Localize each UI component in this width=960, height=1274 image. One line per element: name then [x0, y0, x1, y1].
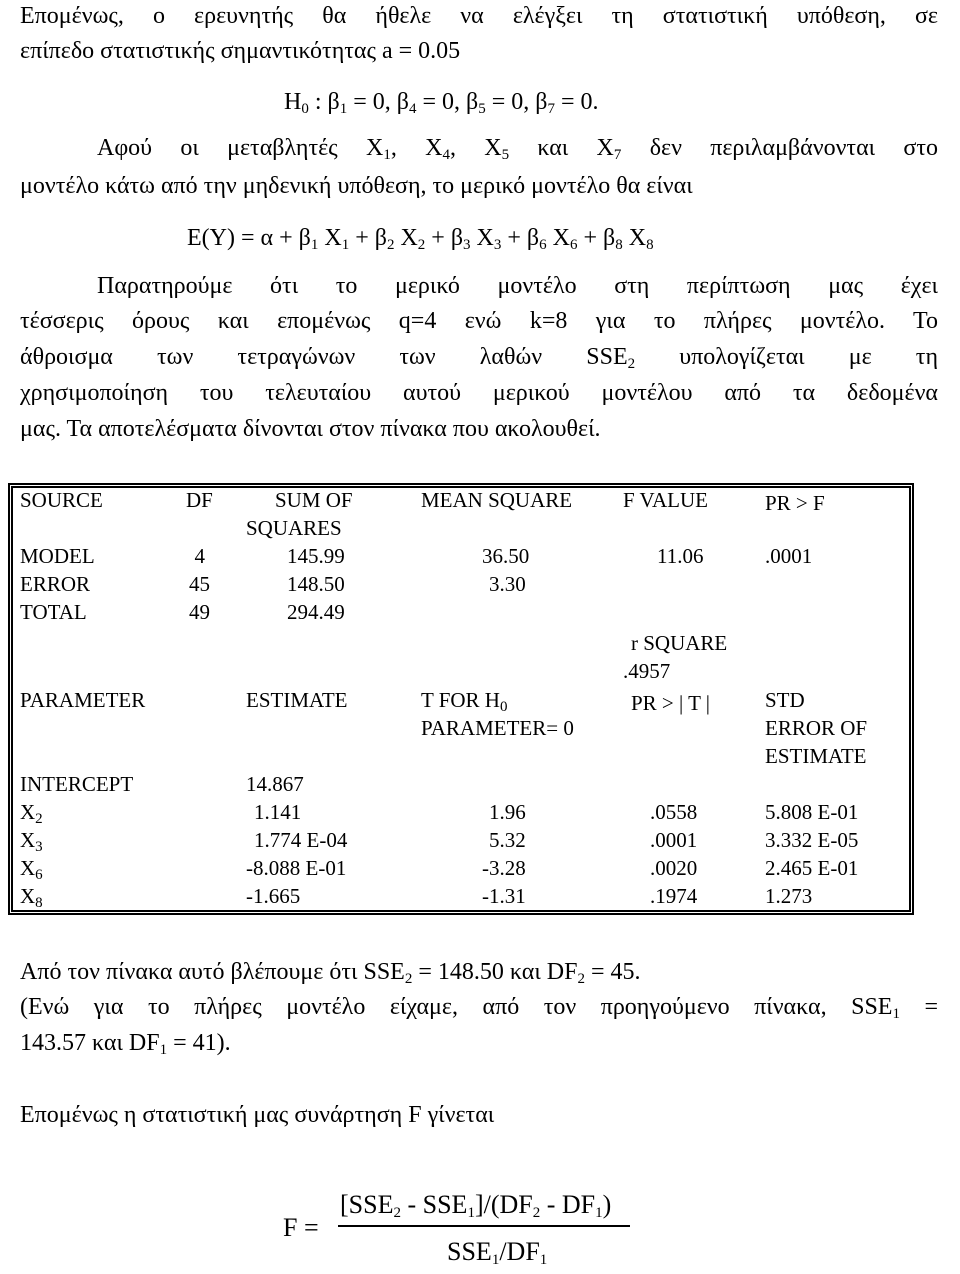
param-intercept-name: INTERCEPT — [20, 772, 134, 796]
param-row-name: $X_6$ — [20, 856, 43, 883]
param-header-std: STD — [765, 688, 805, 712]
param-row-se: 1.273 — [765, 884, 813, 908]
after-line-2: (Ενώ για το πλήρες μοντέλο είχαμε, από τον προηγούμενο πίνακα, $SSE_1$ = — [20, 994, 938, 1022]
param-intercept-estimate: 14.867 — [246, 772, 304, 796]
param-row-estimate: -1.665 — [246, 884, 301, 908]
row-model-ss: 145.99 — [287, 544, 345, 568]
row-total-source: TOTAL — [20, 600, 87, 624]
param-row-p: .0558 — [650, 800, 698, 824]
col-header-source: SOURCE — [20, 488, 103, 512]
after-line-4: Επομένως η στατιστική μας συνάρτηση F γίνεται — [20, 1102, 495, 1128]
intro-line-2: επίπεδο στατιστικής σημαντικότητας a = 0.05 — [20, 38, 461, 64]
para-line-1: Παρατηρούμε ότι το μερικό μοντέλο στη περίπτωση μας έχει — [97, 273, 938, 299]
row-total-df: 49 — [189, 600, 210, 624]
para-line-2: τέσσερις όρους και επομένως q=4 ενώ k=8 για το πλήρες μοντέλο. Το — [20, 308, 938, 334]
row-error-source: ERROR — [20, 572, 91, 596]
param-row-estimate: -8.088 E-01 — [246, 856, 347, 880]
after-line-1: Από τον πίνακα αυτό βλέπουμε ότι $SSE_2 = 148.50$ και $DF_2 = 45$. — [20, 959, 641, 987]
col-header-mean-square: MEAN SQUARE — [421, 488, 573, 512]
null-hypothesis: $H_0$ : $\beta_1 = 0$, $\beta_4 = 0$, $\beta_5 = 0$, $\beta_7 = 0$. — [284, 89, 599, 117]
para-line-5: μας. Τα αποτελέσματα δίνονται στον πίνακα που ακολουθεί. — [20, 416, 601, 442]
param-header-error-of: ERROR OF — [765, 716, 868, 740]
param-row-p: .1974 — [650, 884, 698, 908]
param-row-t: 1.96 — [489, 800, 526, 824]
intro-line-1: Επομένως, ο ερευνητής θα ήθελε να ελέγξει τη στατιστική υπόθεση, σε — [20, 3, 938, 29]
param-row-t: 5.32 — [489, 828, 526, 852]
row-model-pr: .0001 — [765, 544, 813, 568]
param-header-pr-t: PR > | T | — [631, 691, 711, 715]
param-row-t: -3.28 — [482, 856, 526, 880]
col-header-sum-of: SUM OF — [275, 488, 353, 512]
row-model-ms: 36.50 — [482, 544, 530, 568]
r-square-value: .4957 — [623, 659, 671, 683]
col-header-df: DF — [186, 488, 213, 512]
param-row-p: .0001 — [650, 828, 698, 852]
param-row-p: .0020 — [650, 856, 698, 880]
row-error-df: 45 — [189, 572, 210, 596]
row-total-ss: 294.49 — [287, 600, 345, 624]
col-header-pr-f: PR > F — [765, 491, 825, 515]
formula-denominator: $SSE_1/DF_1$ — [447, 1237, 548, 1268]
param-row-estimate: 1.141 — [254, 800, 302, 824]
para-line-3: άθροισμα των τετραγώνων των λαθών $SSE_2$ υπολογίζεται με τη — [20, 344, 939, 372]
param-row-estimate: 1.774 E-04 — [254, 828, 348, 852]
param-row-se: 2.465 E-01 — [765, 856, 859, 880]
param-header-tfor: T FOR $H_0$ — [421, 688, 508, 715]
formula-lhs: F = — [283, 1213, 319, 1242]
r-square-label: r SQUARE — [631, 631, 728, 655]
param-row-se: 3.332 E-05 — [765, 828, 859, 852]
para-line-4: χρησιμοποίηση του τελευταίου αυτού μερικού μοντέλου από τα δεδομένα — [20, 380, 938, 406]
param-row-name: $X_2$ — [20, 800, 43, 827]
fraction-bar — [338, 1225, 630, 1227]
row-error-ss: 148.50 — [287, 572, 345, 596]
after-line-3: 143.57 και $DF_1 = 41$). — [20, 1030, 231, 1058]
row-model-df: 4 — [194, 544, 205, 568]
param-header-parameter: PARAMETER — [20, 688, 146, 712]
param-row-t: -1.31 — [482, 884, 526, 908]
formula-numerator: $[SSE_2 - SSE_1]/(DF_2 - DF_1)$ — [340, 1190, 612, 1221]
col-header-squares: SQUARES — [246, 516, 342, 540]
param-row-name: $X_3$ — [20, 828, 43, 855]
param-header-estimate-2: ESTIMATE — [765, 744, 867, 768]
intro-line-5: μοντέλο κάτω από την μηδενική υπόθεση, το μερικό μοντέλο θα είναι — [20, 173, 693, 199]
row-error-ms: 3.30 — [489, 572, 526, 596]
partial-model-equation: $E(Y) = \alpha + \beta_1$ $X_1 + \beta_2$ $X_2 + \beta_3$ $X_3 + \beta_6$ $X_6 + \beta_8$ $X_8$ — [187, 225, 654, 253]
param-header-estimate: ESTIMATE — [246, 688, 348, 712]
col-header-f-value: F VALUE — [623, 488, 708, 512]
param-row-name: $X_8$ — [20, 884, 43, 911]
row-model-f: 11.06 — [657, 544, 704, 568]
intro-line-4: Αφού οι μεταβλητές $X_1$, $X_4$, $X_5$ και $X_7$ δεν περιλαμβάνονται στο — [97, 135, 938, 163]
row-model-source: MODEL — [20, 544, 95, 568]
param-row-se: 5.808 E-01 — [765, 800, 859, 824]
param-header-tfor-2: PARAMETER= 0 — [421, 716, 574, 740]
